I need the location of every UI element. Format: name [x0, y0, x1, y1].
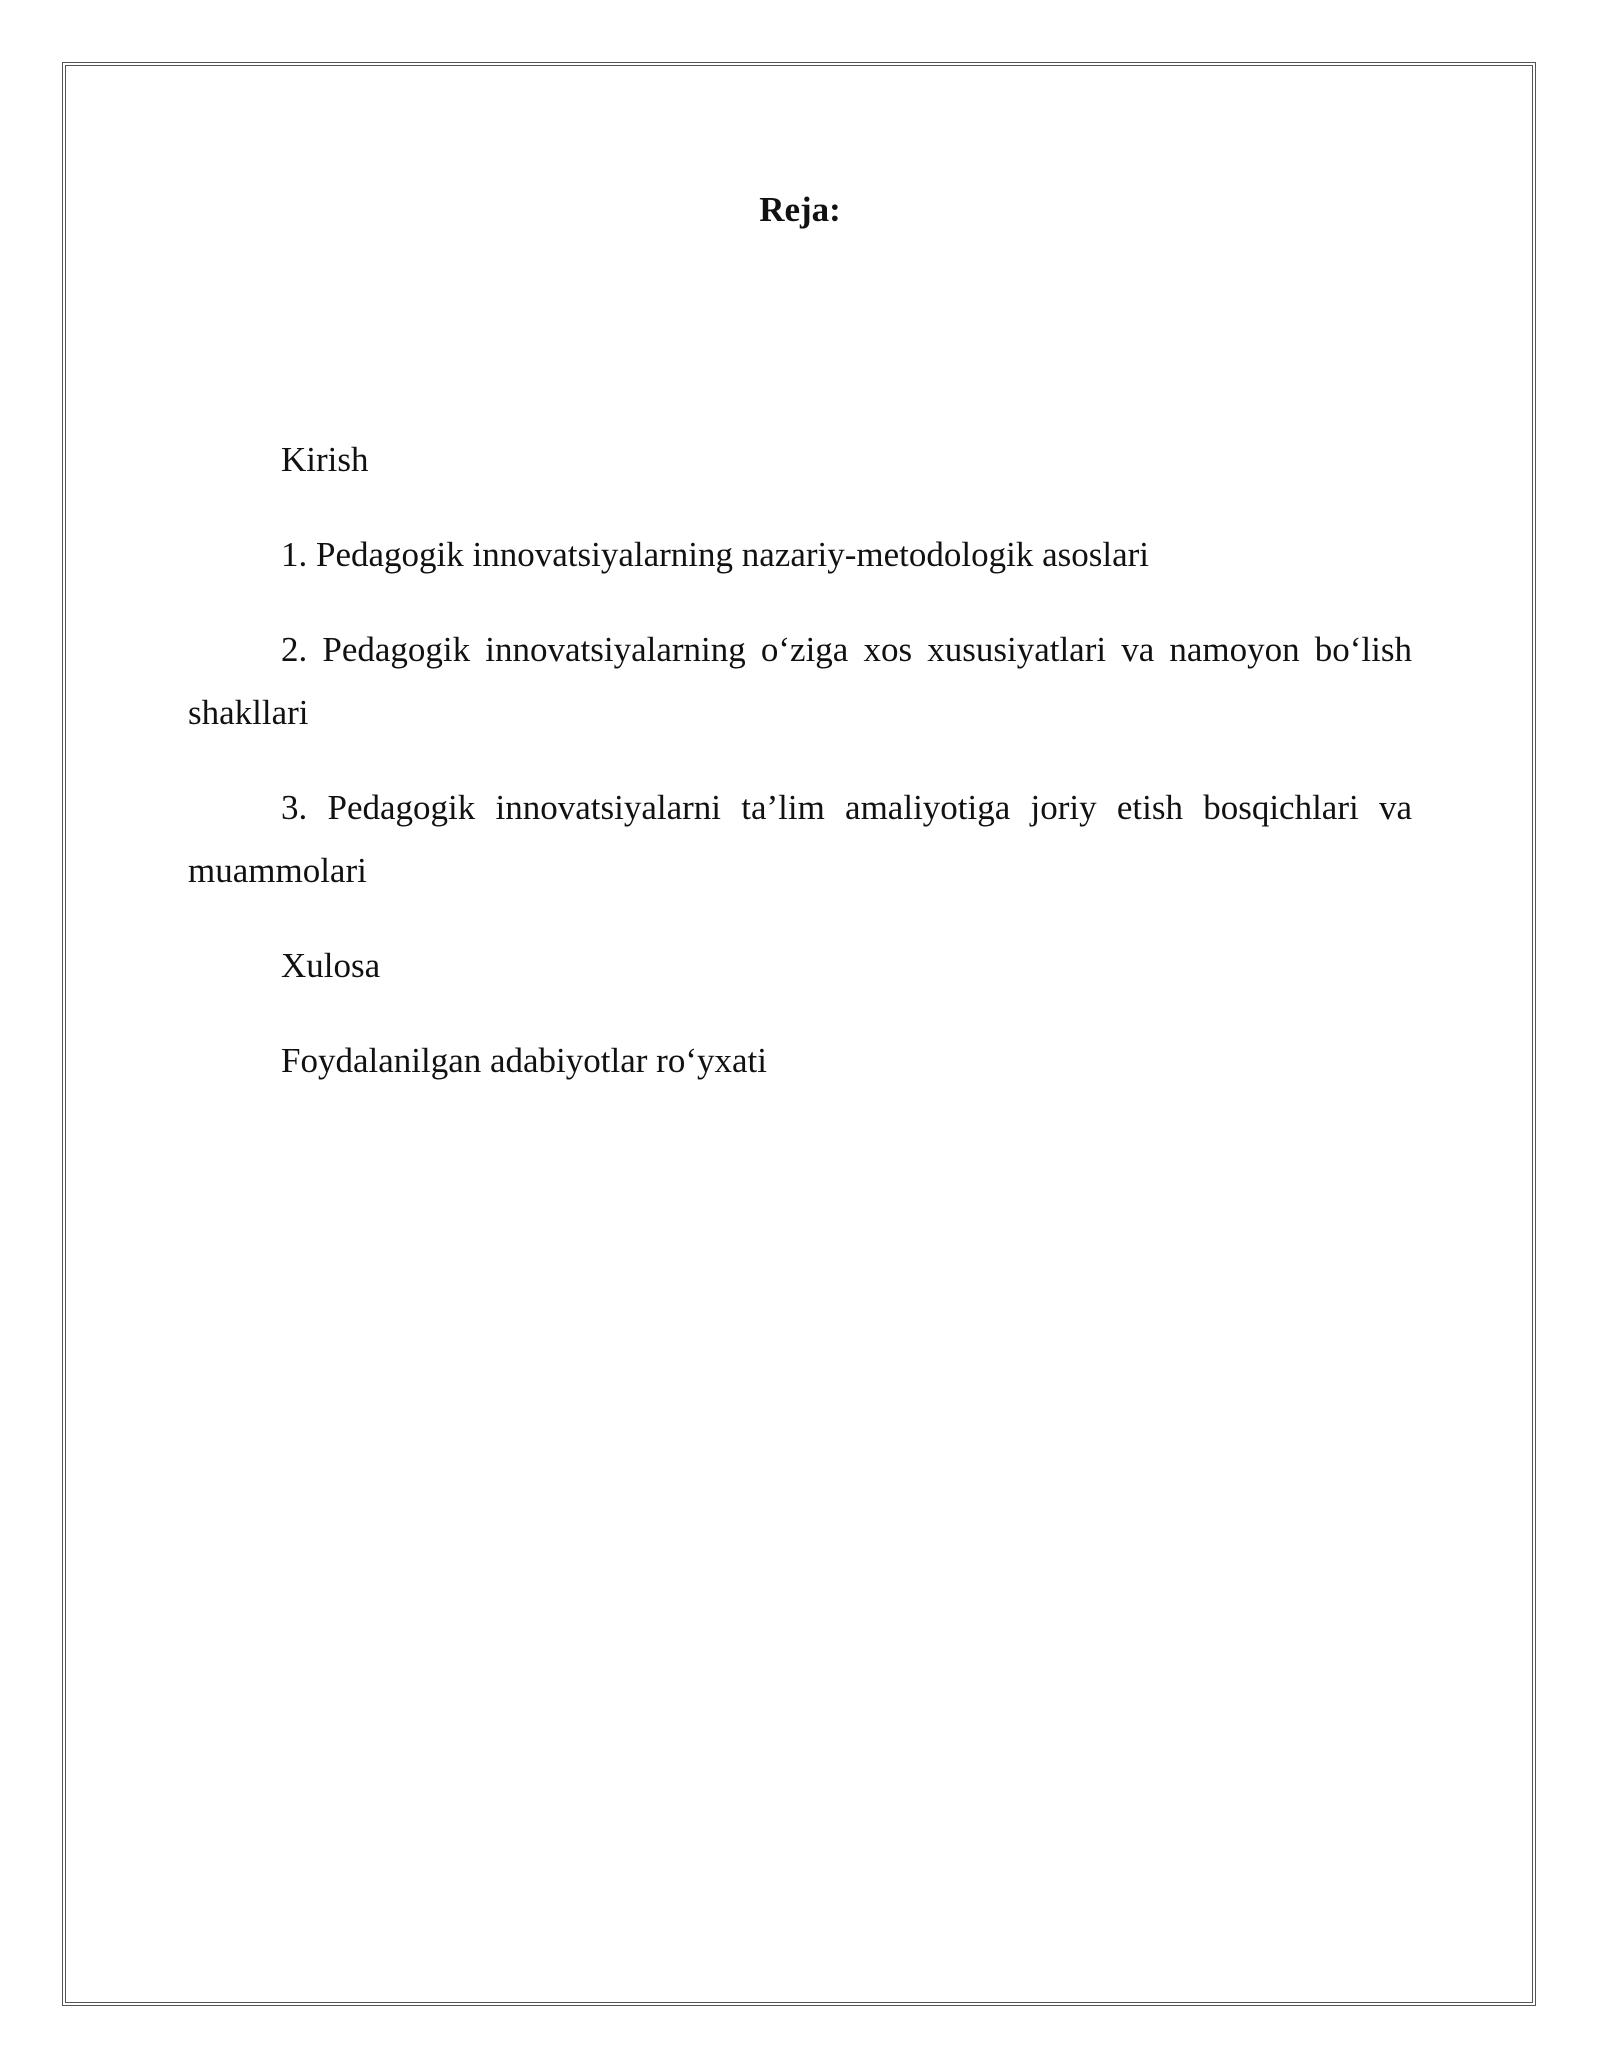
toc-item-chapter-1: 1. Pedagogik innovatsiyalarning nazariy-metodologik asoslari — [281, 535, 1149, 574]
toc-item-references: Foydalanilgan adabiyotlar ro‘yxati — [281, 1041, 767, 1080]
toc-item-chapter-3: 3. Pedagogik innovatsiyalarni ta’lim amaliyotiga joriy etish bosqichlari va muammolari — [188, 788, 1412, 890]
toc-item-introduction: Kirish — [281, 440, 369, 479]
toc-item-chapter-2: 2. Pedagogik innovatsiyalarning o‘ziga xos xususiyatlari va namoyon bo‘lish shakllari — [188, 630, 1412, 732]
table-of-contents — [188, 428, 1412, 1124]
plan-title: Reja: — [759, 190, 841, 229]
toc-item-conclusion: Xulosa — [281, 946, 381, 985]
